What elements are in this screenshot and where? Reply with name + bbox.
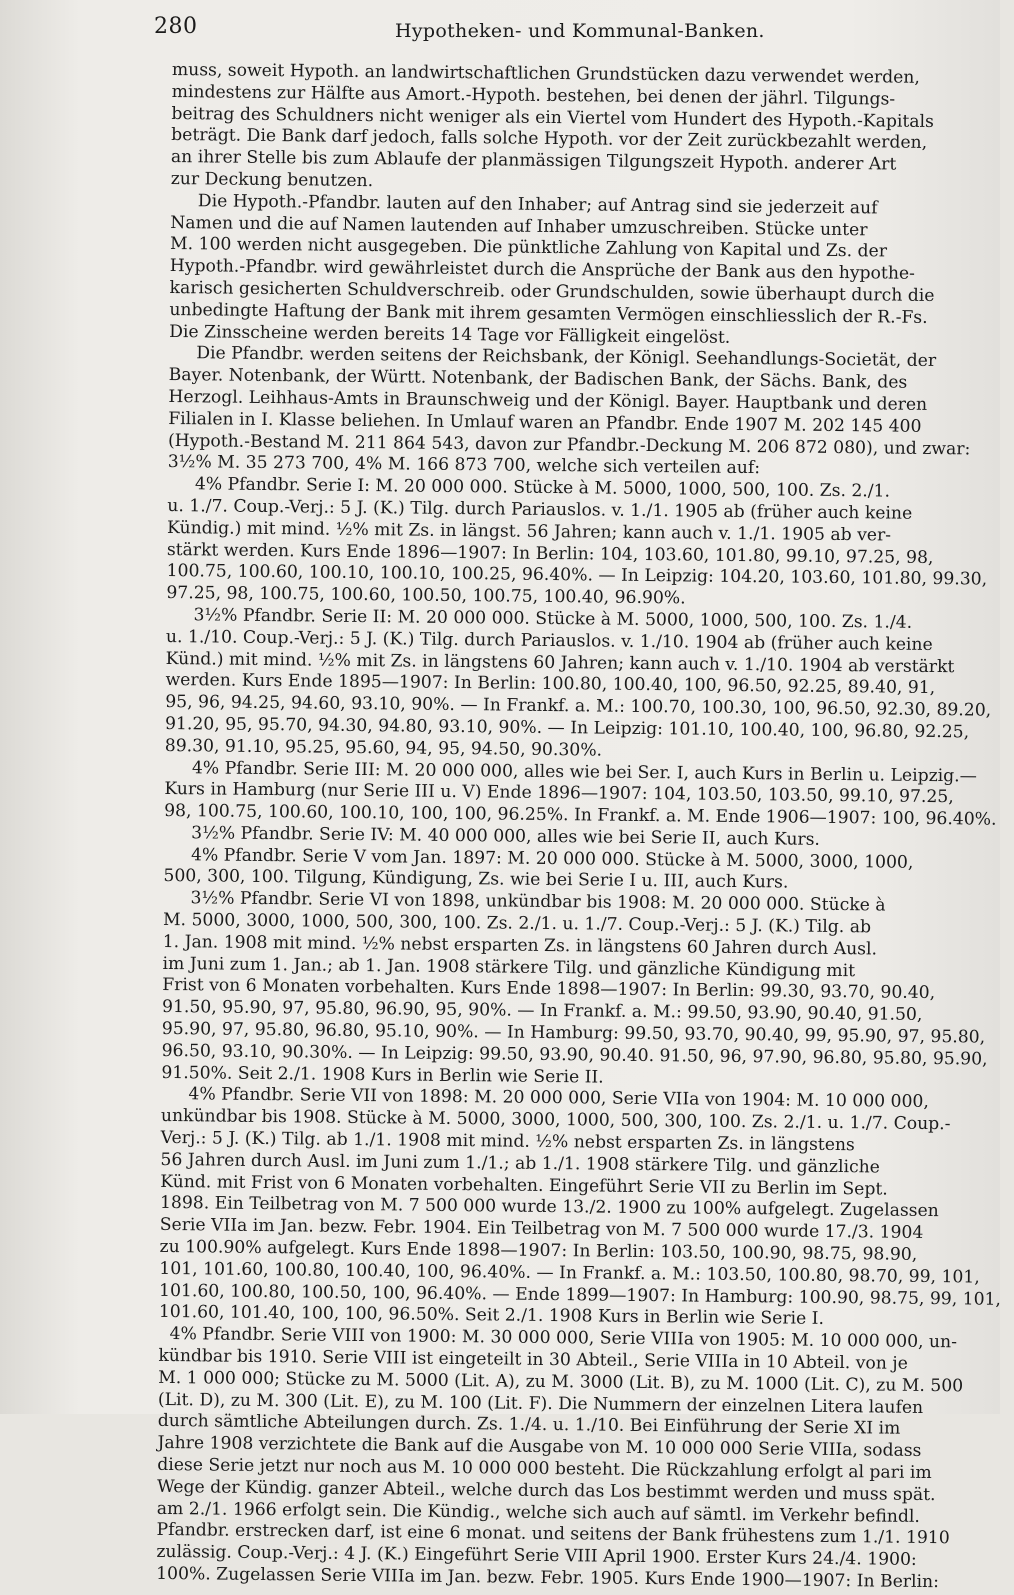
text-line: 3½% Pfandbr. Serie IV: M. 40 000 000, alles wie bei Serie II, auch Kurs.	[163, 822, 821, 850]
text-line: durch sämtliche Abteilungen durch. Zs. 1./4. u. 1./10. Bei Einführung der Serie XI im	[157, 1411, 901, 1440]
text-line: Verj.: 5 J. (K.) Tilg. ab 1./1. 1908 mit mind. ½% nebst ersparten Zs. in längstens	[160, 1127, 855, 1156]
text-line: 101.60, 100.80, 100.50, 100, 96.40%. — Ende 1899—1907: In Hamburg: 100.90, 98.75, 99, 101,	[159, 1280, 1002, 1310]
paragraph	[166, 474, 988, 613]
text-line: im Juni zum 1. Jan.; ab 1. Jan. 1908 stärkere Tilg. und gänzliche Kündigung mit	[162, 953, 856, 981]
text-line: 100.75, 100.60, 100.10, 100.10, 100.25, 96.40%. — In Leipzig: 104.20, 103.60, 101.80, 99.30,	[166, 561, 988, 590]
text-line: (Hypoth.-Bestand M. 211 864 543, davon zur Pfandbr.-Deckung M. 206 872 080), und zwar:	[167, 430, 971, 459]
text-line: an ihrer Stelle bis zum Ablaufe der planmässigen Tilgungszeit Hypoth. anderer Art	[170, 147, 897, 175]
text-line: muss, soweit Hypoth. an landwirtschaftlichen Grundstücken dazu verwendet werden,	[171, 60, 920, 88]
text-line: diese Serie jetzt nur noch aus M. 10 000 000 besteht. Die Rückzahlung erfolgt al pari im	[157, 1454, 932, 1484]
text-line: 4% Pfandbr. Serie VII von 1898: M. 20 000 000, Serie VIIa von 1904: M. 10 000 000,	[161, 1084, 929, 1113]
paragraph	[158, 1084, 1002, 1332]
text-line: Pfandbr. erstrecken darf, ist eine 6 monat. und seitens der Bank frühestens zum 1./1. 1910	[156, 1520, 950, 1549]
text-line: am 2./1. 1966 erfolgt sein. Die Kündig., welche sich auch auf sämtl. im Verkehr befindl.	[156, 1498, 921, 1527]
page-number: 280	[154, 14, 198, 39]
text-line: 4% Pfandbr. Serie III: M. 20 000 000, alles wie bei Ser. I, auch Kurs in Berlin u. Leipzig.—	[164, 757, 977, 786]
text-line: 101.60, 101.40, 100, 100, 96.50%. Seit 2./1. 1908 Kurs in Berlin wie Serie I.	[158, 1302, 825, 1330]
text-line: 1898. Ein Teilbetrag von M. 7 500 000 wurde 13./2. 1900 zu 100% aufgelegt. Zugelassen	[159, 1193, 939, 1222]
text-line: zu 100.90% aufgelegt. Kurs Ende 1898—1907: In Berlin: 103.50, 100.90, 98.75, 98.90,	[159, 1236, 918, 1265]
text-line: 3½% Pfandbr. Serie VI von 1898, unkündbar bis 1908: M. 20 000 000. Stücke à	[163, 888, 886, 916]
text-line: 91.20, 95, 95.70, 94.30, 94.80, 93.10, 90%. — In Leipzig: 101.10, 100.40, 100, 96.80, 92.25,	[164, 713, 970, 743]
text-line: Jahre 1908 verzichtete die Bank auf die Ausgabe von M. 10 000 000 Serie VIIIa, sodass	[157, 1433, 922, 1462]
text-line: 97.25, 98, 100.75, 100.60, 100.50, 100.75, 100.40, 96.90%.	[166, 583, 686, 609]
text-line: 100%. Zugelassen Serie VIIIa im Jan. bezw. Febr. 1905. Kurs Ende 1900—1907: In Berlin:	[156, 1563, 940, 1593]
text-line: 1. Jan. 1908 mit mind. ½% nebst ersparten Zs. in längstens 60 Jahren durch Ausl.	[162, 931, 878, 960]
text-line: 56 Jahren durch Ausl. im Juni zum 1./1.; ab 1./1. 1908 stärkere Tilg. und gänzliche	[160, 1149, 880, 1178]
text-line: 4% Pfandbr. Serie VIII von 1900: M. 30 000 000, Serie VIIIa von 1905: M. 10 000 000, un-	[158, 1324, 958, 1353]
text-line: Namen und die auf Namen lautenden auf Inhaber umzuschreiben. Stücke unter	[170, 212, 868, 240]
text-line: 101, 101.60, 100.80, 100.40, 100, 96.40%. — In Frankf. a. M.: 103.50, 100.80, 98.70, 99, 101,	[159, 1258, 980, 1288]
text-line: beträgt. Die Bank darf jedoch, falls solche Hypoth. vor der Zeit zurückbezahlt werden,	[171, 125, 928, 154]
text-line: mindestens zur Hälfte aus Amort.-Hypoth. bestehen, bei denen der jährl. Tilgungs-	[171, 81, 896, 110]
text-line: Kurs in Hamburg (nur Serie III u. V) Ende 1896—1907: 104, 103.50, 103.50, 99.10, 97.25,	[164, 779, 954, 808]
text-line: Herzogl. Leihhaus-Amts in Braunschweig und der Königl. Bayer. Hauptbank und deren	[168, 386, 928, 415]
text-line: Frist von 6 Monaten vorbehalten. Kurs Ende 1898—1907: In Berlin: 99.30, 93.70, 90.40,	[162, 975, 936, 1004]
body-text	[156, 60, 1002, 1594]
text-line: unbedingte Haftung der Bank mit ihrem gesamten Vermögen einschliesslich der R.-Fs.	[169, 299, 928, 328]
text-line: 89.30, 91.10, 95.25, 95.60, 94, 95, 94.50, 90.30%.	[164, 735, 603, 761]
text-line: Künd.) mit mind. ½% mit Zs. in längstens 60 Jahren; kann auch v. 1./10. 1904 ab verstärkt	[165, 648, 955, 677]
paragraph	[156, 1324, 964, 1594]
text-line: Künd. mit Frist von 6 Monaten vorbehalten. Eingeführt Serie VII zu Berlin im Sept.	[160, 1171, 888, 1200]
text-line: M. 100 werden nicht ausgegeben. Die pünktliche Zahlung von Kapital und Zs. der	[169, 234, 888, 262]
text-line: Die Hypoth.-Pfandbr. lauten auf den Inhaber; auf Antrag sind sie jederzeit auf	[170, 190, 878, 219]
text-line: 4% Pfandbr. Serie V vom Jan. 1897: M. 20 000 000. Stücke à M. 5000, 3000, 1000,	[163, 844, 914, 873]
text-line: Wege der Kündig. ganzer Abteil., welche durch das Los bestimmt werden und muss spät.	[156, 1476, 936, 1505]
text-line: Hypoth.-Pfandbr. wird gewährleistet durch die Ansprüche der Bank aus den hypothe-	[169, 256, 916, 284]
text-line: 95, 96, 94.25, 94.60, 93.10, 90%. — In Frankf. a. M.: 100.70, 100.30, 100, 96.50, 92.30, 89.20,	[165, 692, 992, 721]
text-line: stärkt werden. Kurs Ende 1896—1907: In Berlin: 104, 103.60, 101.80, 99.10, 97.25, 98,	[166, 539, 934, 568]
paragraph	[171, 60, 962, 199]
text-line: unkündbar bis 1908. Stücke à M. 5000, 3000, 1000, 500, 300, 100. Zs. 2./1. u. 1./7. Coup.-	[160, 1106, 951, 1135]
paragraph	[169, 191, 961, 352]
text-line: werden. Kurs Ende 1895—1907: In Berlin: 100.80, 100.40, 100, 96.50, 92.25, 89.40, 91,	[165, 670, 936, 699]
text-line: Filialen in I. Klasse beliehen. In Umlauf waren an Pfandbr. Ende 1907 M. 202 145 400	[168, 408, 922, 437]
text-line: Die Pfandbr. werden seitens der Reichsbank, der Königl. Seehandlungs-Societät, der	[168, 343, 937, 372]
text-line: Kündig.) mit mind. ½% mit Zs. in längst. 56 Jahren; kann auch v. 1./1. 1905 ab ver-	[166, 517, 892, 546]
text-line: 95.90, 97, 95.80, 96.80, 95.10, 90%. — In Hamburg: 99.50, 93.70, 90.40, 99, 95.90, 97, 95.80,	[161, 1019, 986, 1048]
text-line: 500, 300, 100. Tilgung, Kündigung, Zs. wie bei Serie I u. III, auch Kurs.	[163, 866, 789, 893]
text-line: kündbar bis 1910. Serie VIII ist eingeteilt in 30 Abteil., Serie VIIIa in 10 Abteil. von je	[158, 1345, 908, 1374]
text-line: 3½% M. 35 273 700, 4% M. 166 873 700, welche sich verteilen auf:	[167, 452, 761, 479]
text-line: zur Deckung benutzen.	[170, 168, 374, 192]
text-line: 4% Pfandbr. Serie I: M. 20 000 000. Stücke à M. 5000, 1000, 500, 100. Zs. 2./1.	[167, 474, 891, 502]
text-line: 96.50, 93.10, 90.30%. — In Leipzig: 99.50, 93.90, 90.40. 91.50, 96, 97.90, 96.80, 95.80, 95.90,	[161, 1040, 988, 1070]
paragraph	[161, 888, 988, 1092]
paragraph	[164, 604, 992, 766]
text-line: 3½% Pfandbr. Serie II: M. 20 000 000. Stücke à M. 5000, 1000, 500, 100. Zs. 1./4.	[166, 604, 913, 633]
paragraph	[167, 343, 971, 482]
text-line: zulässig. Coup.-Verj.: 4 J. (K.) Eingeführt Serie VIII April 1900. Erster Kurs 24./4. 1900:	[156, 1542, 917, 1571]
text-line: u. 1./10. Coup.-Verj.: 5 J. (K.) Tilg. durch Pariauslos. v. 1./10. 1904 ab (früher auch keine	[165, 626, 933, 655]
text-line: (Lit. D), zu M. 300 (Lit. E), zu M. 100 (Lit. F). Die Nummern der einzelnen Litera laufen	[157, 1389, 924, 1418]
text-line: 91.50, 95.90, 97, 95.80, 96.90, 95, 90%. — In Frankf. a. M.: 99.50, 93.90, 90.40, 91.50,	[161, 997, 923, 1026]
text-line: beitrag des Schuldners nicht weniger als ein Viertel vom Hundert des Hypoth.-Kapitals	[171, 103, 934, 132]
text-line: Bayer. Notenbank, der Württ. Notenbank, der Badischen Bank, der Sächs. Bank, des	[168, 365, 908, 393]
text-line: 91.50%. Seit 2./1. 1908 Kurs in Berlin wie Serie II.	[161, 1062, 604, 1088]
paragraph	[164, 757, 997, 831]
text-line: M. 5000, 3000, 1000, 500, 300, 100. Zs. 2./1. u. 1./7. Coup.-Verj.: 5 J. (K.) Tilg. ab	[162, 910, 872, 938]
text-line: Die Zinsscheine werden bereits 14 Tage vor Fälligkeit eingelöst.	[169, 321, 731, 348]
text-line: 98, 100.75, 100.60, 100.10, 100, 100, 96.25%. In Frankf. a. M. Ende 1906—1907: 100, 96.40%.	[164, 801, 997, 830]
text-line: karisch gesicherten Schuldverschreib. oder Grundschulden, sowie überhaupt durch die	[169, 277, 935, 306]
text-line: M. 1 000 000; Stücke zu M. 5000 (Lit. A), zu M. 3000 (Lit. B), zu M. 1000 (Lit. C), zu M. 500	[158, 1367, 964, 1397]
text-line: u. 1./7. Coup.-Verj.: 5 J. (K.) Tilg. durch Pariauslos. v. 1./1. 1905 ab (früher auch keine	[167, 495, 913, 524]
running-head: Hypotheken- und Kommunal-Banken.	[395, 20, 765, 42]
text-line: Serie VIIa im Jan. bezw. Febr. 1904. Ein Teilbetrag von M. 7 500 000 wurde 17./3. 1904	[159, 1215, 924, 1244]
